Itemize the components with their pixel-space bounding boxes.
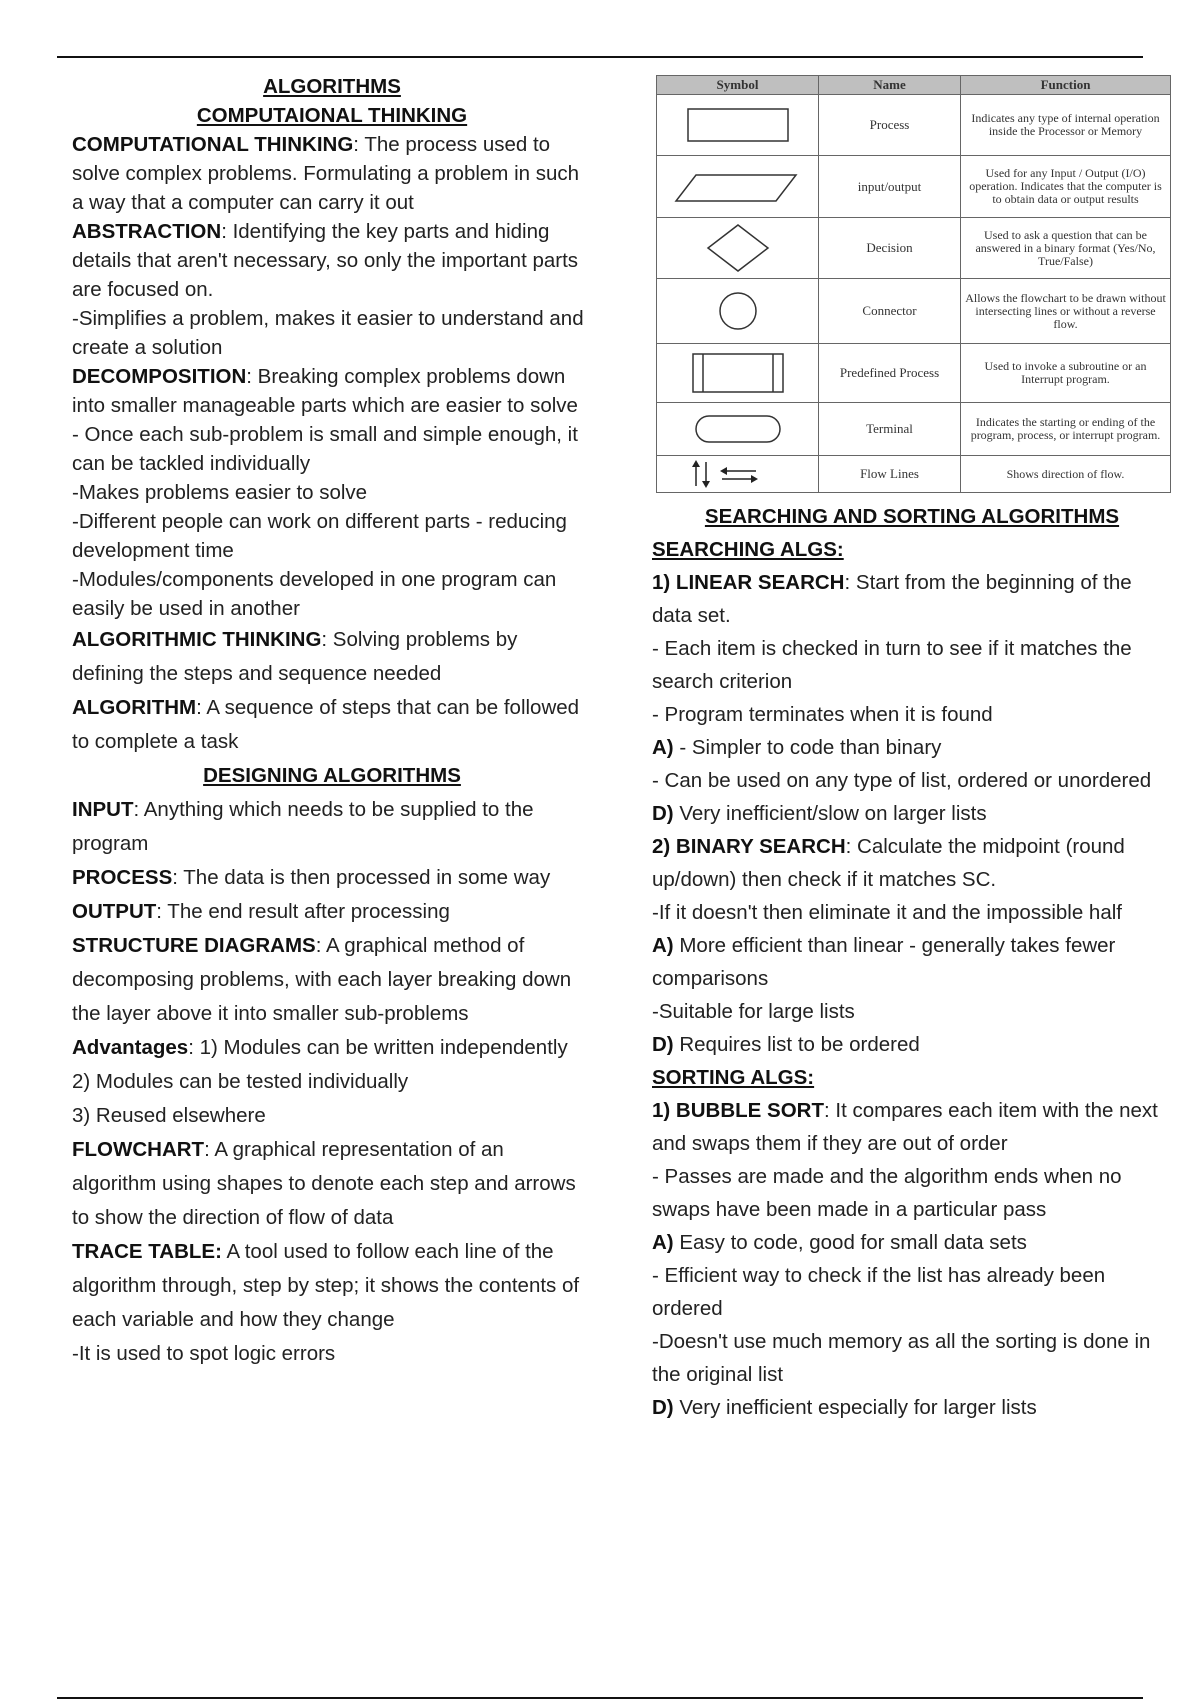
heading-designing-algorithms: DESIGNING ALGORITHMS bbox=[203, 764, 461, 787]
heading-searching-sorting: SEARCHING AND SORTING ALGORITHMS bbox=[704, 505, 1120, 528]
spaced-block bbox=[72, 623, 592, 1371]
binary-advantage: A) More efficient than linear - generally takes fewer comparisons bbox=[652, 934, 1116, 990]
row-name: Flow Lines bbox=[819, 456, 961, 493]
decomposition-note-4: -Modules/components developed in one program can easily be used in another bbox=[72, 568, 557, 620]
binary-advantage-2: -Suitable for large lists bbox=[652, 1000, 855, 1023]
table-row bbox=[657, 156, 1171, 218]
linear-note-1: - Each item is checked in turn to see if it matches the search criterion bbox=[652, 637, 1132, 693]
row-function: Indicates any type of internal operation inside the Processor or Memory bbox=[961, 95, 1171, 156]
def-computational-thinking: COMPUTATIONAL THINKING: The process used to solve complex problems. Formulating a problem in such a way that a computer can carry it out bbox=[72, 133, 580, 214]
decomposition-note-3: -Different people can work on different parts - reducing development time bbox=[72, 510, 567, 562]
title-algorithms: ALGORITHMS bbox=[263, 75, 401, 98]
input-output-symbol-icon bbox=[657, 156, 819, 218]
linear-note-2: - Program terminates when it is found bbox=[652, 703, 993, 726]
linear-disadvantage: D) Very inefficient/slow on larger lists bbox=[652, 802, 987, 825]
row-function: Used for any Input / Output (I/O) operation. Indicates that the computer is to obtain data or output results bbox=[961, 156, 1171, 218]
advantage-2: 2) Modules can be tested individually bbox=[72, 1070, 409, 1093]
linear-advantage-2: - Can be used on any type of list, ordered or unordered bbox=[652, 769, 1152, 792]
title-computational-thinking: COMPUTAIONAL THINKING bbox=[196, 104, 468, 127]
def-binary-search: 2) BINARY SEARCH: Calculate the midpoint (round up/down) then check if it matches SC. bbox=[652, 835, 1125, 891]
row-name: Predefined Process bbox=[819, 344, 961, 403]
def-abstraction: ABSTRACTION: Identifying the key parts and hiding details that aren't necessary, so only the important parts are focused on. bbox=[72, 220, 579, 301]
row-function: Indicates the starting or ending of the program, process, or interrupt program. bbox=[961, 403, 1171, 456]
table-row bbox=[657, 403, 1171, 456]
predefined-process-symbol-icon bbox=[657, 344, 819, 403]
subhead-sorting: SORTING ALGS: bbox=[652, 1066, 815, 1089]
table-row bbox=[657, 279, 1171, 344]
header-symbol: Symbol bbox=[657, 76, 819, 95]
decomposition-note-1: - Once each sub-problem is small and simple enough, it can be tackled individually bbox=[72, 423, 578, 475]
row-name: Connector bbox=[819, 279, 961, 344]
table-header-row bbox=[657, 76, 1171, 95]
def-output: OUTPUT: The end result after processing bbox=[72, 900, 450, 923]
def-algorithmic-thinking: ALGORITHMIC THINKING: Solving problems by defining the steps and sequence needed bbox=[72, 628, 518, 685]
subhead-searching: SEARCHING ALGS: bbox=[652, 538, 844, 561]
row-name: Decision bbox=[819, 218, 961, 279]
flow-lines-symbol-icon bbox=[657, 456, 819, 493]
advantage-3: 3) Reused elsewhere bbox=[72, 1104, 266, 1127]
def-process: PROCESS: The data is then processed in some way bbox=[72, 866, 551, 889]
row-name: input/output bbox=[819, 156, 961, 218]
row-function: Used to invoke a subroutine or an Interrupt program. bbox=[961, 344, 1171, 403]
bubble-advantage: A) Easy to code, good for small data sets bbox=[652, 1231, 1027, 1254]
bubble-disadvantage: D) Very inefficient especially for larger lists bbox=[652, 1396, 1037, 1419]
top-rule bbox=[57, 56, 1143, 58]
def-input: INPUT: Anything which needs to be supplied to the program bbox=[72, 798, 534, 855]
def-trace-table: TRACE TABLE: A tool used to follow each line of the algorithm through, step by step; it shows the contents of each variable and how they change bbox=[72, 1240, 580, 1331]
row-name: Process bbox=[819, 95, 961, 156]
linear-advantage: A) - Simpler to code than binary bbox=[652, 736, 942, 759]
def-bubble-sort: 1) BUBBLE SORT: It compares each item with the next and swaps them if they are out of order bbox=[652, 1099, 1158, 1155]
def-linear-search: 1) LINEAR SEARCH: Start from the beginning of the data set. bbox=[652, 571, 1132, 627]
def-flowchart: FLOWCHART: A graphical representation of an algorithm using shapes to denote each step and arrows to show the direction of flow of data bbox=[72, 1138, 576, 1229]
header-name: Name bbox=[819, 76, 961, 95]
process-symbol-icon bbox=[657, 95, 819, 156]
bubble-advantage-3: -Doesn't use much memory as all the sorting is done in the original list bbox=[652, 1330, 1151, 1386]
left-column bbox=[72, 72, 592, 1371]
decision-symbol-icon bbox=[657, 218, 819, 279]
right-column bbox=[652, 500, 1172, 1424]
row-function: Allows the flowchart to be drawn without intersecting lines or without a reverse flow. bbox=[961, 279, 1171, 344]
bubble-advantage-2: - Efficient way to check if the list has already been ordered bbox=[652, 1264, 1106, 1320]
trace-table-note: -It is used to spot logic errors bbox=[72, 1342, 336, 1365]
terminal-symbol-icon bbox=[657, 403, 819, 456]
row-name: Terminal bbox=[819, 403, 961, 456]
flowchart-symbol-table bbox=[656, 75, 1171, 493]
connector-symbol-icon bbox=[657, 279, 819, 344]
bottom-rule bbox=[57, 1697, 1143, 1699]
binary-note: -If it doesn't then eliminate it and the impossible half bbox=[652, 901, 1122, 924]
def-structure-diagrams: STRUCTURE DIAGRAMS: A graphical method of decomposing problems, with each layer breaking down the layer above it into smaller sub-problems bbox=[72, 934, 572, 1025]
def-algorithm: ALGORITHM: A sequence of steps that can be followed to complete a task bbox=[72, 696, 580, 753]
table-row bbox=[657, 456, 1171, 493]
bubble-note: - Passes are made and the algorithm ends when no swaps have been made in a particular pass bbox=[652, 1165, 1122, 1221]
table-row bbox=[657, 218, 1171, 279]
abstraction-note: -Simplifies a problem, makes it easier to understand and create a solution bbox=[72, 307, 584, 359]
row-function: Shows direction of flow. bbox=[961, 456, 1171, 493]
row-function: Used to ask a question that can be answered in a binary format (Yes/No, True/False) bbox=[961, 218, 1171, 279]
def-decomposition: DECOMPOSITION: Breaking complex problems down into smaller manageable parts which are easier to solve bbox=[72, 365, 578, 417]
header-function: Function bbox=[961, 76, 1171, 95]
table-row bbox=[657, 344, 1171, 403]
decomposition-note-2: -Makes problems easier to solve bbox=[72, 481, 368, 504]
binary-disadvantage: D) Requires list to be ordered bbox=[652, 1033, 920, 1056]
table-row bbox=[657, 95, 1171, 156]
advantages: Advantages: 1) Modules can be written independently bbox=[72, 1036, 568, 1059]
